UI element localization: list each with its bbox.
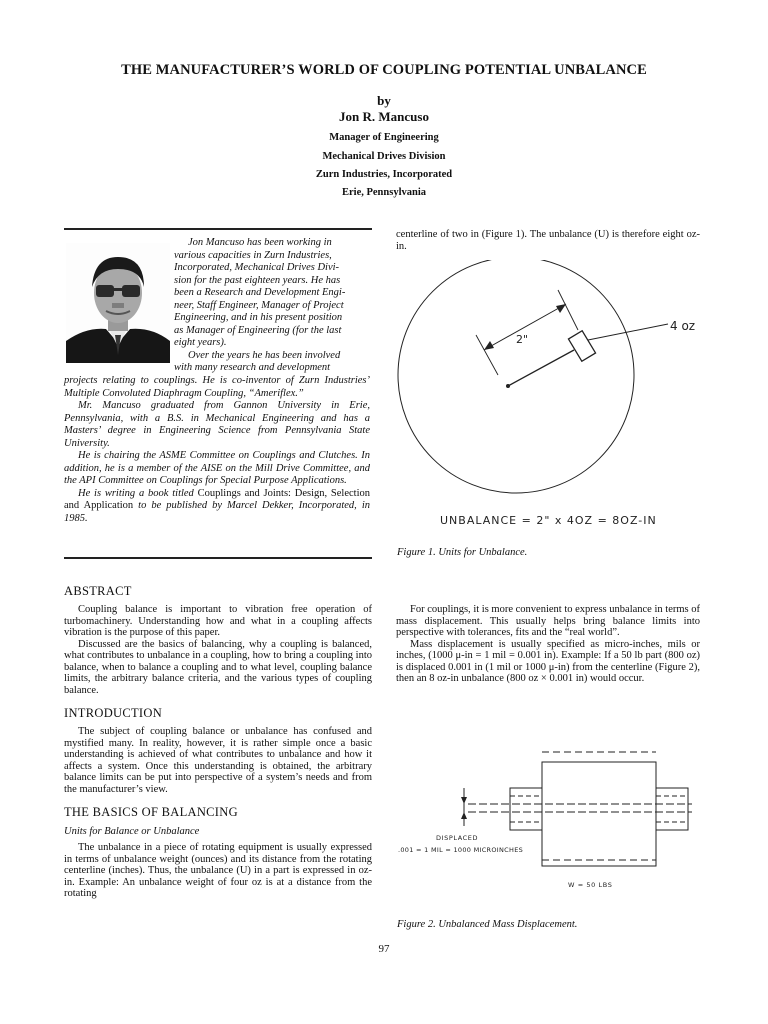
figure-1-caption: Figure 1. Units for Unbalance. xyxy=(397,547,528,558)
basics-body xyxy=(64,842,372,900)
basics-heading: THE BASICS OF BALANCING xyxy=(64,805,238,819)
author-photo xyxy=(66,243,170,363)
affiliation-line: Erie, Pennsylvania xyxy=(341,187,426,198)
bio-line: neer, Staff Engineer, Manager of Project xyxy=(174,299,344,311)
bio-line: with many research and development xyxy=(174,362,331,373)
bio-line: Engineering, and in his present position xyxy=(174,312,343,323)
basics-subheading: Units for Balance or Unbalance xyxy=(64,826,200,837)
introduction-heading: INTRODUCTION xyxy=(64,706,163,720)
continued-paragraph: centerline of two in (Figure 1). The unbalance (U) is therefore eight oz-in. xyxy=(396,229,700,252)
body-paragraph: Mass displacement is usually specified as micro-inches, mils or inches, (1000 μ-in = 1 mil = 0.001 in). Example: If a 50 lb part (800 oz) is displaced 0.001 in (1 mil or 1000 μ-in) from the centerline (Figure 2), then an 8 oz-in unbalance (800 oz × 0.001 in) would occur. xyxy=(396,638,700,684)
bio-line: sion for the past eighteen years. He has xyxy=(174,274,341,286)
affiliation-line: Mechanical Drives Division xyxy=(322,151,446,162)
abstract-body xyxy=(64,604,372,696)
abstract-paragraph: Coupling balance is important to vibration free operation of turbomachinery. Understanding how and what in a coupling affects vibration is the purpose of this paper. xyxy=(64,604,372,638)
unbalance-equation: UNBALANCE = 2" x 4OZ = 8OZ-IN xyxy=(440,514,657,527)
body-paragraph: For couplings, it is more convenient to express unbalance in terms of mass displacement. This usually helps bring balance limits into perspective with tolerances, fits and the “real world”. xyxy=(396,604,700,638)
displaced-label: DISPLACED xyxy=(436,834,479,842)
weight-label: 4 oz xyxy=(670,319,696,333)
bio-line: eight years). xyxy=(174,337,227,348)
bio-continued xyxy=(64,375,370,525)
bio-paragraph: He is chairing the ASME Committee on Couplings and Clutches. In addition, he is a member of the AISE on the Mill Drive Committee, and the API Committee on Couplings for Special Purpose Applications. xyxy=(64,450,370,486)
bio-line: Incorporated, Mechanical Drives Divi- xyxy=(174,262,340,273)
figure-1 xyxy=(386,260,716,540)
right-top-text xyxy=(396,229,700,252)
bio-line: been a Research and Development Engi- xyxy=(174,287,346,298)
bio-line: Jon Mancuso has been working in xyxy=(188,237,332,248)
figure-2 xyxy=(396,742,696,902)
bio-bottom-rule xyxy=(64,557,372,559)
bio-paragraph: projects relating to couplings. He is co-inventor of Zurn Industries’ Multiple Convoluted Diaphragm Coupling, “Ameriflex.” xyxy=(64,375,370,399)
figure-2-caption: Figure 2. Unbalanced Mass Displacement. xyxy=(397,919,578,930)
dimension-label: 2" xyxy=(516,333,529,346)
affiliation-line: Manager of Engineering xyxy=(329,132,439,143)
weight-label: W = 50 LBS xyxy=(568,881,613,889)
abstract-paragraph: Discussed are the basics of balancing, why a coupling is balanced, what contributes to unbalance in a coupling, how to bring a coupling into balance, when to balance a coupling and to what level, coupling balance limits, the arbitrary balance criteria, and the various types of coupling balance. xyxy=(64,638,372,696)
introduction-paragraph: The subject of coupling balance or unbalance has confused and mystified many. In reality, however, it is rather simple once a basic understanding is achieved of what contributes to unbalance and how it affects a system. Once this understanding is obtained, the arbitrary balance limits can be put into perspective of a system’s needs and from the manufacturer’s view. xyxy=(64,726,372,795)
paper-title: THE MANUFACTURER’S WORLD OF COUPLING POTENTIAL UNBALANCE xyxy=(121,62,647,78)
bio-line: as Manager of Engineering (for the last xyxy=(174,324,342,336)
basics-paragraph: The unbalance in a piece of rotating equipment is usually expressed in terms of unbalance weight (ounces) and its distance from the rotating centerline (inches). Thus, the unbalance (U) in a part is expressed in oz-in. Example: An unbalance weight of four oz is at a distance from the rotating xyxy=(64,842,372,899)
introduction-body xyxy=(64,726,372,795)
page-number: 97 xyxy=(378,943,390,955)
byline-by: by xyxy=(377,93,391,108)
bio-line: various capacities in Zurn Industries, xyxy=(174,249,332,261)
right-body xyxy=(396,604,700,685)
bio-intro xyxy=(174,237,370,375)
author-name: Jon R. Mancuso xyxy=(339,109,429,124)
bio-top-rule xyxy=(64,228,372,230)
left-column xyxy=(64,584,372,900)
bio-paragraph: He is writing a book titled Couplings and Joints: Design, Selection and Application to be published by Marcel Dekker, Incorporated, in 1985. xyxy=(64,487,370,524)
affiliation-line: Zurn Industries, Incorporated xyxy=(315,169,453,180)
abstract-heading: ABSTRACT xyxy=(64,584,132,598)
mil-label: .001 = 1 MIL = 1000 MICROINCHES xyxy=(398,846,524,854)
bio-line: Over the years he has been involved xyxy=(188,349,341,361)
bio-paragraph: Mr. Mancuso graduated from Gannon University in Erie, Pennsylvania, with a B.S. in Mechanical Engineering and has a Masters’ degree in Engineering Science from Pennsylvania State University. xyxy=(64,400,370,449)
